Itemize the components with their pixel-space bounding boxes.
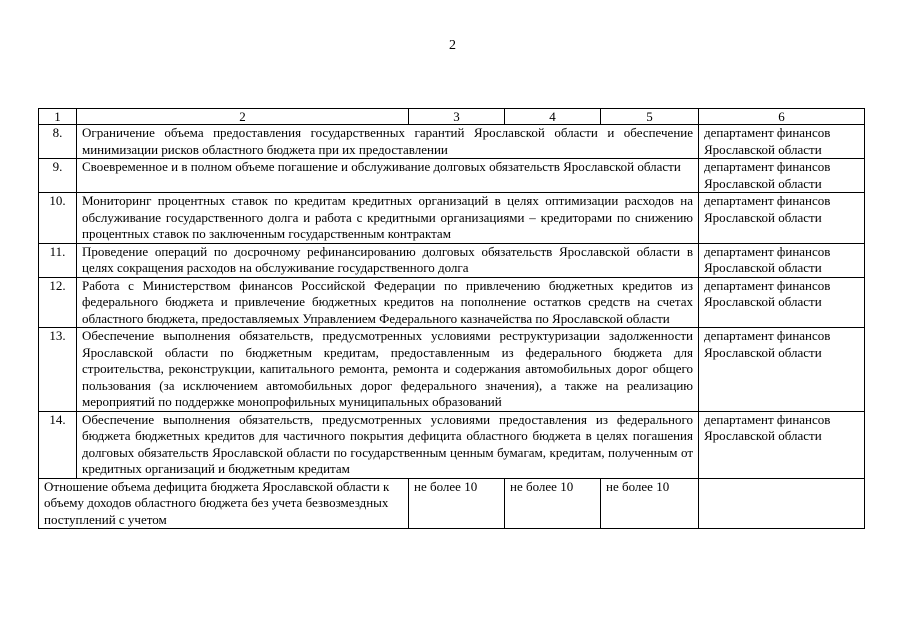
measure-text: Работа с Министерством финансов Российской Федерации по привлечению бюджетных кредитов из федерального бюджета и привлечение бюджетных кредитов на пополнение остатков средств на счетах областного бюджета, предоставляемых Управлением Федерального казначейства по Ярославской области [77,277,699,328]
table-row [39,193,865,244]
executor: департамент финансов Ярославской области [699,243,865,277]
header-row [39,109,865,125]
table-row [39,125,865,159]
table-row [39,411,865,478]
measure-text: Мониторинг процентных ставок по кредитам кредитных организаций в целях оптимизации расходов на обслуживание государственного долга и работа с кредитными организациями – кредиторами по снижению процентных ставок по заключенным государственным контрактам [77,193,699,244]
executor: департамент финансов Ярославской области [699,328,865,412]
measures-table [38,108,865,529]
header-col-6: 6 [699,109,865,125]
executor: департамент финансов Ярославской области [699,125,865,159]
executor: департамент финансов Ярославской области [699,159,865,193]
row-number: 12. [39,277,77,328]
table-row [39,159,865,193]
indicator-value-col-6 [699,478,865,529]
measure-text: Ограничение объема предоставления государственных гарантий Ярославской области и обеспечение минимизации рисков областного бюджета при их предоставлении [77,125,699,159]
indicator-value-col-4: не более 10 [505,478,601,529]
executor: департамент финансов Ярославской области [699,277,865,328]
table-row [39,243,865,277]
table-row [39,328,865,412]
header-col-2: 2 [77,109,409,125]
page-number: 2 [449,38,456,53]
measure-text: Обеспечение выполнения обязательств, предусмотренных условиями предоставления из федерального бюджета бюджетных кредитов для частичного покрытия дефицита областного бюджета в целях погашения долговых обязательств Ярославской области по государственным ценным бумагам, кредитам, полученным от кредитных организаций и бюджетным кредитам [77,411,699,478]
header-col-1: 1 [39,109,77,125]
measure-text: Обеспечение выполнения обязательств, предусмотренных условиями реструктуризации задолженности Ярославской области по бюджетным кредитам, предоставленным из федерального бюджета для строительства, реконструкции, капитального ремонта, ремонта и содержания автомобильных дорог общего пользования (за исключением автомобильных дорог федерального значения), а также на реализацию мероприятий по поддержке монопрофильных муниципальных образований [77,328,699,412]
indicator-value-col-5: не более 10 [601,478,699,529]
header-col-3: 3 [409,109,505,125]
header-col-5: 5 [601,109,699,125]
row-number: 10. [39,193,77,244]
row-number: 13. [39,328,77,412]
indicator-row [39,478,865,529]
indicator-text: Отношение объема дефицита бюджета Ярославской области к объему доходов областного бюджета без учета безвозмездных поступлений с учетом [39,478,409,529]
measure-text: Своевременное и в полном объеме погашение и обслуживание долговых обязательств Ярославской области [77,159,699,193]
row-number: 14. [39,411,77,478]
indicator-value-col-3: не более 10 [409,478,505,529]
row-number: 8. [39,125,77,159]
executor: департамент финансов Ярославской области [699,193,865,244]
measure-text: Проведение операций по досрочному рефинансированию долговых обязательств Ярославской области в целях сокращения расходов на обслуживание государственного долга [77,243,699,277]
table-row [39,277,865,328]
header-col-4: 4 [505,109,601,125]
row-number: 11. [39,243,77,277]
row-number: 9. [39,159,77,193]
executor: департамент финансов Ярославской области [699,411,865,478]
